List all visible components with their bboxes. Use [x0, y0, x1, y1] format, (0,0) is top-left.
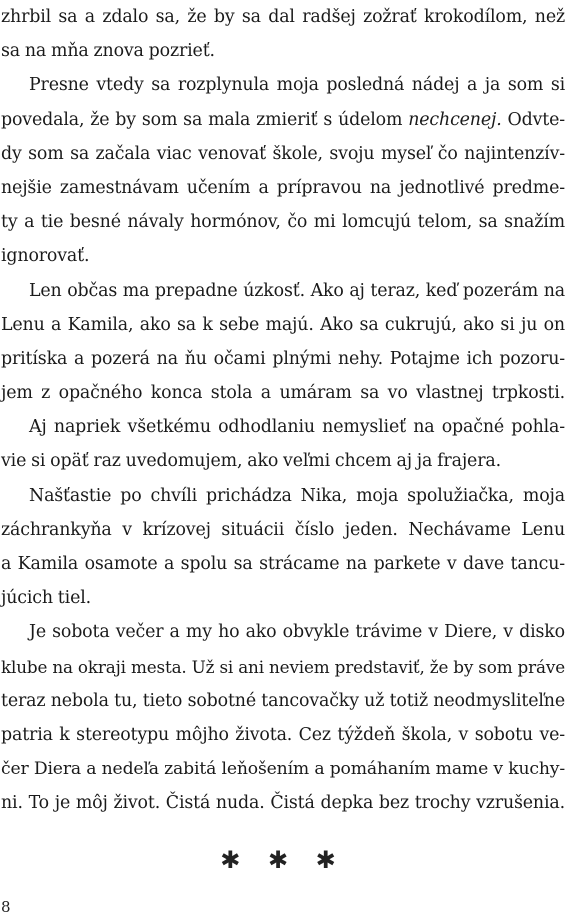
text-line: [1, 205, 565, 239]
text-line: [1, 103, 565, 137]
text-line: [1, 376, 565, 410]
text-run: teraz nebola tu, tieto sobotné tancovačky už totiž neodmysliteľne: [1, 690, 565, 711]
text-line: [1, 0, 565, 34]
text-run: sa na mňa znova pozrieť.: [1, 41, 215, 62]
text-run: Je sobota večer a my ho ako obvykle trávime v Diere, v disko: [29, 622, 565, 643]
text-run: povedala, že by som sa mala zmieriť s údelom: [1, 109, 409, 130]
text-run: zhrbil sa a zdalo sa, že by sa dal radšej zožrať krokodílom, než: [1, 7, 565, 27]
text-run: ni. To je môj život. Čistá nuda. Čistá depka bez trochy vzrušenia.: [1, 793, 565, 814]
text-run: Aj napriek všetkému odhodlaniu nemyslieť na opačné pohla-: [29, 417, 565, 438]
text-line: [1, 684, 565, 718]
text-run: júcich tiel.: [1, 588, 91, 609]
text-run: Odvte-: [501, 109, 565, 130]
text-run: nejšie zamestnávam učením a prípravou na jednotlivé predme-: [1, 177, 565, 198]
text-run: Presne vtedy sa rozplynula moja posledná nádej a ja som si: [29, 75, 565, 96]
italic-word: nechcenej.: [408, 109, 502, 130]
text-line: [1, 137, 565, 171]
text-line: [1, 786, 565, 820]
section-separator: ✱ ✱ ✱: [220, 846, 346, 874]
text-run: Len občas ma prepadne úzkosť. Ako aj teraz, keď pozerám na: [29, 280, 565, 301]
text-run: patria k stereotypu môjho života. Cez týždeň škola, v sobotu ve-: [1, 724, 565, 745]
text-run: a Kamila osamote a spolu sa strácame na parkete v dave tancu-: [1, 554, 565, 574]
text-run: vie si opäť raz uvedomujem, ako veľmi chcem aj ja frajera.: [1, 451, 501, 472]
text-run: ty a tie besné návaly hormónov, čo mi lomcujú telom, sa snažím: [1, 212, 565, 233]
text-run: Lenu a Kamila, ako sa k sebe majú. Ako sa cukrujú, ako si ju on: [1, 314, 565, 335]
text-line: [1, 650, 565, 684]
body-text: [1, 0, 565, 821]
text-line: [1, 274, 565, 308]
text-line: [1, 547, 565, 581]
text-run: jem z opačného konca stola a umáram sa vo vlastnej trpkosti.: [1, 383, 565, 404]
text-run: klube na okraji mesta. Už si ani neviem predstaviť, že by som práve: [1, 656, 565, 677]
text-line: [1, 239, 565, 273]
text-line: [1, 68, 565, 102]
page-number: 8: [1, 898, 11, 916]
text-line: [1, 171, 565, 205]
text-run: Našťastie po chvíli prichádza Nika, moja spolužiačka, moja: [29, 485, 565, 506]
text-line: [1, 308, 565, 342]
text-line: [1, 444, 565, 478]
text-line: [1, 752, 565, 786]
text-line: [1, 34, 565, 68]
text-run: pritíska a pozerá na ňu očami plnými nehy. Potajme ich pozoru-: [1, 348, 565, 369]
text-line: [1, 410, 565, 444]
text-line: [1, 581, 565, 615]
text-run: čer Diera a nedeľa zabitá leňošením a pomáhaním mame v kuchy-: [1, 759, 565, 780]
text-line: [1, 479, 565, 513]
text-run: záchrankyňa v krízovej situácii číslo jeden. Nechávame Lenu: [1, 519, 565, 540]
text-line: [1, 342, 565, 376]
text-line: [1, 513, 565, 547]
text-run: dy som sa začala viac venovať škole, svoju myseľ čo najintenzív-: [1, 143, 565, 164]
text-run: ignorovať.: [1, 246, 90, 267]
text-line: [1, 615, 565, 649]
text-line: [1, 718, 565, 752]
